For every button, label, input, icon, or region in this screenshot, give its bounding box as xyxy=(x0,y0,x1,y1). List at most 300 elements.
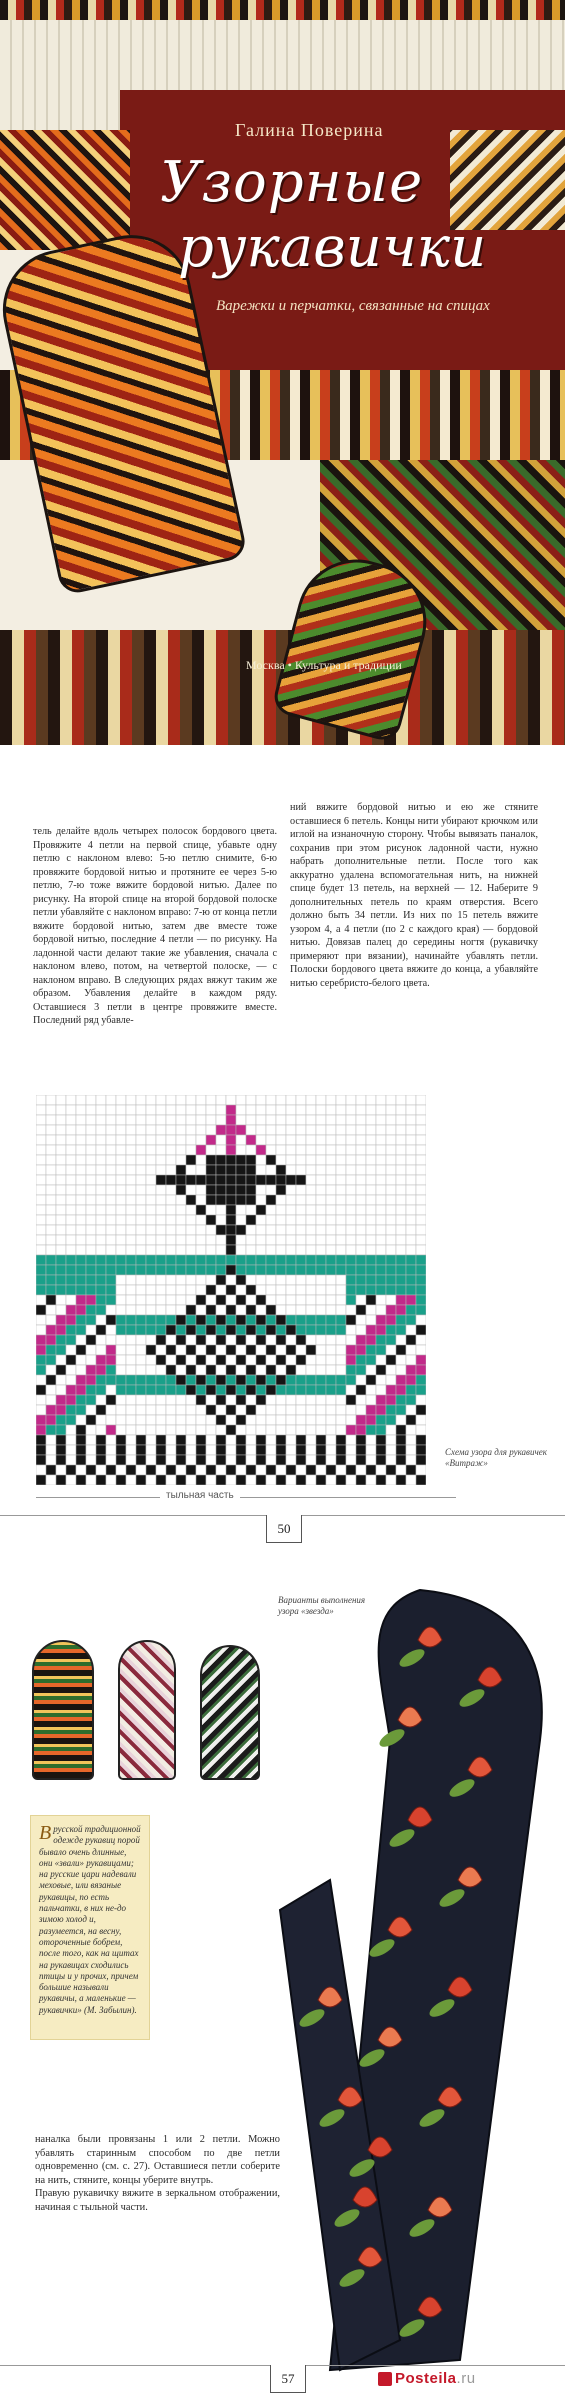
scheme-cell xyxy=(36,1365,46,1375)
scheme-cell xyxy=(146,1125,156,1135)
scheme-cell xyxy=(356,1145,366,1155)
scheme-cell xyxy=(266,1275,276,1285)
scheme-cell xyxy=(256,1135,266,1145)
scheme-cell xyxy=(46,1315,56,1325)
scheme-cell xyxy=(66,1335,76,1345)
scheme-cell xyxy=(206,1125,216,1135)
scheme-cell xyxy=(346,1475,356,1485)
scheme-cell xyxy=(256,1365,266,1375)
scheme-cell xyxy=(146,1215,156,1225)
scheme-cell xyxy=(266,1285,276,1295)
scheme-cell xyxy=(76,1135,86,1145)
scheme-cell xyxy=(136,1095,146,1105)
scheme-cell xyxy=(286,1285,296,1295)
scheme-cell xyxy=(336,1365,346,1375)
scheme-cell xyxy=(116,1425,126,1435)
scheme-cell xyxy=(296,1315,306,1325)
scheme-cell xyxy=(266,1185,276,1195)
scheme-cell xyxy=(346,1175,356,1185)
scheme-cell xyxy=(396,1435,406,1445)
scheme-cell xyxy=(76,1165,86,1175)
scheme-cell xyxy=(276,1145,286,1155)
scheme-cell xyxy=(246,1315,256,1325)
scheme-cell xyxy=(316,1455,326,1465)
scheme-cell xyxy=(96,1395,106,1405)
scheme-cell xyxy=(116,1305,126,1315)
scheme-cell xyxy=(86,1205,96,1215)
scheme-cell xyxy=(276,1225,286,1235)
scheme-cell xyxy=(346,1185,356,1195)
scheme-cell xyxy=(136,1375,146,1385)
scheme-cell xyxy=(156,1435,166,1445)
scheme-cell xyxy=(346,1115,356,1125)
scheme-cell xyxy=(76,1185,86,1195)
scheme-cell xyxy=(156,1265,166,1275)
scheme-cell xyxy=(236,1125,246,1135)
scheme-cell xyxy=(306,1145,316,1155)
scheme-cell xyxy=(106,1475,116,1485)
scheme-cell xyxy=(156,1225,166,1235)
scheme-cell xyxy=(316,1435,326,1445)
scheme-cell xyxy=(206,1465,216,1475)
scheme-cell xyxy=(56,1475,66,1485)
scheme-cell xyxy=(416,1155,426,1165)
watermark[interactable] xyxy=(395,2370,476,2387)
scheme-cell xyxy=(256,1295,266,1305)
scheme-cell xyxy=(66,1345,76,1355)
scheme-cell xyxy=(286,1355,296,1365)
scheme-cell xyxy=(106,1405,116,1415)
scheme-cell xyxy=(166,1435,176,1445)
mitten-variant-3-image xyxy=(200,1645,260,1780)
scheme-cell xyxy=(246,1455,256,1465)
scheme-cell xyxy=(266,1475,276,1485)
scheme-cell xyxy=(96,1285,106,1295)
scheme-cell xyxy=(266,1435,276,1445)
scheme-cell xyxy=(306,1235,316,1245)
scheme-cell xyxy=(396,1295,406,1305)
scheme-cell xyxy=(136,1405,146,1415)
scheme-cell xyxy=(416,1165,426,1175)
scheme-cell xyxy=(356,1135,366,1145)
scheme-cell xyxy=(186,1295,196,1305)
scheme-cell xyxy=(56,1115,66,1125)
scheme-cell xyxy=(336,1165,346,1175)
scheme-cell xyxy=(266,1305,276,1315)
scheme-cell xyxy=(96,1405,106,1415)
scheme-cell xyxy=(276,1305,286,1315)
scheme-cell xyxy=(216,1255,226,1265)
scheme-cell xyxy=(96,1445,106,1455)
scheme-cell xyxy=(226,1115,236,1125)
scheme-cell xyxy=(126,1345,136,1355)
scheme-cell xyxy=(316,1335,326,1345)
scheme-cell xyxy=(366,1425,376,1435)
scheme-cell xyxy=(156,1165,166,1175)
scheme-cell xyxy=(46,1135,56,1145)
scheme-cell xyxy=(226,1415,236,1425)
scheme-cell xyxy=(326,1435,336,1445)
scheme-cell xyxy=(386,1265,396,1275)
scheme-cell xyxy=(416,1245,426,1255)
scheme-cell xyxy=(66,1265,76,1275)
scheme-cell xyxy=(126,1415,136,1425)
scheme-cell xyxy=(216,1135,226,1145)
scheme-cell xyxy=(376,1355,386,1365)
scheme-cell xyxy=(366,1305,376,1315)
scheme-cell xyxy=(206,1445,216,1455)
scheme-cell xyxy=(146,1465,156,1475)
scheme-cell xyxy=(166,1115,176,1125)
scheme-cell xyxy=(166,1135,176,1145)
scheme-cell xyxy=(366,1315,376,1325)
scheme-cell xyxy=(226,1235,236,1245)
scheme-cell xyxy=(116,1105,126,1115)
scheme-cell xyxy=(96,1125,106,1135)
scheme-cell xyxy=(106,1205,116,1215)
scheme-cell xyxy=(146,1145,156,1155)
scheme-cell xyxy=(386,1175,396,1185)
scheme-cell xyxy=(326,1095,336,1105)
scheme-cell xyxy=(406,1135,416,1145)
scheme-cell xyxy=(96,1225,106,1235)
scheme-cell xyxy=(46,1385,56,1395)
scheme-cell xyxy=(246,1425,256,1435)
scheme-cell xyxy=(46,1275,56,1285)
scheme-cell xyxy=(416,1285,426,1295)
scheme-cell xyxy=(186,1255,196,1265)
scheme-cell xyxy=(136,1225,146,1235)
scheme-cell xyxy=(286,1405,296,1415)
tulip-scarf-image xyxy=(270,1580,560,2380)
scheme-cell xyxy=(266,1165,276,1175)
scheme-cell xyxy=(276,1165,286,1175)
scheme-cell xyxy=(356,1245,366,1255)
scheme-cell xyxy=(86,1375,96,1385)
scheme-cell xyxy=(126,1455,136,1465)
scheme-cell xyxy=(346,1395,356,1405)
scheme-cell xyxy=(236,1135,246,1145)
scheme-cell xyxy=(376,1255,386,1265)
scheme-cell xyxy=(216,1205,226,1215)
scheme-cell xyxy=(186,1285,196,1295)
scheme-cell xyxy=(206,1205,216,1215)
cover-knit-strip-top xyxy=(0,0,565,20)
scheme-cell xyxy=(416,1275,426,1285)
scheme-cell xyxy=(296,1385,306,1395)
scheme-cell xyxy=(336,1225,346,1235)
scheme-cell xyxy=(366,1105,376,1115)
scheme-cell xyxy=(236,1275,246,1285)
scheme-cell xyxy=(186,1275,196,1285)
scheme-cell xyxy=(296,1105,306,1115)
scheme-cell xyxy=(256,1465,266,1475)
scheme-cell xyxy=(206,1425,216,1435)
scheme-cell xyxy=(256,1455,266,1465)
scheme-cell xyxy=(76,1235,86,1245)
scheme-cell xyxy=(56,1375,66,1385)
scheme-cell xyxy=(316,1235,326,1245)
scheme-cell xyxy=(416,1215,426,1225)
scheme-cell xyxy=(326,1465,336,1475)
scheme-cell xyxy=(316,1405,326,1415)
scheme-cell xyxy=(216,1385,226,1395)
scheme-cell xyxy=(396,1195,406,1205)
scheme-cell xyxy=(296,1235,306,1245)
scheme-cell xyxy=(236,1395,246,1405)
scheme-cell xyxy=(266,1265,276,1275)
scheme-cell xyxy=(356,1415,366,1425)
scheme-cell xyxy=(106,1095,116,1105)
scheme-cell xyxy=(326,1165,336,1175)
scheme-cell xyxy=(166,1145,176,1155)
scheme-cell xyxy=(306,1305,316,1315)
scheme-cell xyxy=(186,1465,196,1475)
scheme-cell xyxy=(246,1395,256,1405)
scheme-cell xyxy=(206,1095,216,1105)
scheme-cell xyxy=(126,1175,136,1185)
scheme-cell xyxy=(96,1335,106,1345)
scheme-cell xyxy=(396,1245,406,1255)
history-sidebar-note xyxy=(30,1815,150,2040)
scheme-cell xyxy=(76,1345,86,1355)
scheme-cell xyxy=(46,1165,56,1175)
scheme-cell xyxy=(126,1105,136,1115)
scheme-cell xyxy=(266,1345,276,1355)
scheme-cell xyxy=(346,1215,356,1225)
scheme-cell xyxy=(86,1435,96,1445)
scheme-cell xyxy=(176,1325,186,1335)
scheme-cell xyxy=(396,1445,406,1455)
scheme-cell xyxy=(286,1375,296,1385)
scheme-cell xyxy=(76,1205,86,1215)
scheme-cell xyxy=(416,1425,426,1435)
scheme-cell xyxy=(146,1435,156,1445)
scheme-cell xyxy=(186,1095,196,1105)
scheme-cell xyxy=(96,1425,106,1435)
watermark-logo-icon xyxy=(378,2372,392,2386)
scheme-cell xyxy=(256,1215,266,1225)
scheme-cell xyxy=(196,1445,206,1455)
scheme-cell xyxy=(396,1255,406,1265)
scheme-cell xyxy=(366,1275,376,1285)
scheme-cell xyxy=(46,1245,56,1255)
scheme-cell xyxy=(86,1455,96,1465)
scheme-cell xyxy=(106,1375,116,1385)
scheme-cell xyxy=(226,1185,236,1195)
scheme-cell xyxy=(376,1295,386,1305)
page-number-57: 57 xyxy=(270,2365,306,2393)
scheme-cell xyxy=(126,1325,136,1335)
scheme-cell xyxy=(116,1225,126,1235)
scheme-cell xyxy=(226,1375,236,1385)
scheme-cell xyxy=(416,1475,426,1485)
scheme-cell xyxy=(106,1385,116,1395)
scheme-cell xyxy=(406,1215,416,1225)
scheme-cell xyxy=(276,1115,286,1125)
page-number-50: 50 xyxy=(266,1515,302,1543)
scheme-cell xyxy=(186,1115,196,1125)
scheme-cell xyxy=(336,1255,346,1265)
scheme-cell xyxy=(346,1095,356,1105)
scheme-cell xyxy=(46,1305,56,1315)
scheme-cell xyxy=(406,1235,416,1245)
scheme-cell xyxy=(206,1475,216,1485)
scheme-cell xyxy=(206,1365,216,1375)
scheme-cell xyxy=(396,1125,406,1135)
scheme-cell xyxy=(286,1205,296,1215)
scheme-cell xyxy=(126,1165,136,1175)
scheme-cell xyxy=(306,1405,316,1415)
scheme-cell xyxy=(156,1365,166,1375)
scheme-cell xyxy=(416,1465,426,1475)
scheme-cell xyxy=(236,1295,246,1305)
scheme-cell xyxy=(236,1255,246,1265)
scheme-cell xyxy=(396,1165,406,1175)
scheme-cell xyxy=(236,1205,246,1215)
scheme-cell xyxy=(126,1245,136,1255)
scheme-cell xyxy=(376,1455,386,1465)
scheme-cell xyxy=(226,1195,236,1205)
scheme-cell xyxy=(206,1345,216,1355)
scheme-cell xyxy=(196,1335,206,1345)
scheme-cell xyxy=(236,1225,246,1235)
scheme-cell xyxy=(406,1225,416,1235)
scheme-cell xyxy=(126,1145,136,1155)
scheme-cell xyxy=(246,1465,256,1475)
scheme-cell xyxy=(296,1285,306,1295)
scheme-cell xyxy=(166,1245,176,1255)
scheme-cell xyxy=(196,1455,206,1465)
scheme-cell xyxy=(136,1255,146,1265)
scheme-cell xyxy=(196,1395,206,1405)
scheme-cell xyxy=(366,1375,376,1385)
scheme-cell xyxy=(176,1415,186,1425)
scheme-cell xyxy=(246,1435,256,1445)
scheme-cell xyxy=(96,1195,106,1205)
scheme-cell xyxy=(36,1175,46,1185)
scheme-cell xyxy=(266,1115,276,1125)
scheme-cell xyxy=(236,1095,246,1105)
scheme-cell xyxy=(256,1145,266,1155)
scheme-cell xyxy=(86,1445,96,1455)
scheme-cell xyxy=(36,1435,46,1445)
scheme-cell xyxy=(166,1315,176,1325)
scheme-cell xyxy=(306,1375,316,1385)
scheme-cell xyxy=(176,1355,186,1365)
scheme-cell xyxy=(296,1365,306,1375)
scheme-cell xyxy=(116,1395,126,1405)
scheme-cell xyxy=(166,1385,176,1395)
scheme-cell xyxy=(176,1265,186,1275)
scheme-cell xyxy=(416,1305,426,1315)
scheme-cell xyxy=(106,1425,116,1435)
scheme-cell xyxy=(356,1185,366,1195)
scheme-cell xyxy=(266,1195,276,1205)
scheme-cell xyxy=(296,1195,306,1205)
scheme-cell xyxy=(116,1315,126,1325)
scheme-cell xyxy=(196,1145,206,1155)
scheme-cell xyxy=(166,1325,176,1335)
scheme-cell xyxy=(296,1135,306,1145)
scheme-cell xyxy=(176,1445,186,1455)
scheme-cell xyxy=(146,1185,156,1195)
scheme-cell xyxy=(186,1345,196,1355)
scheme-cell xyxy=(316,1145,326,1155)
scheme-cell xyxy=(116,1445,126,1455)
scheme-cell xyxy=(186,1225,196,1235)
scheme-cell xyxy=(356,1355,366,1365)
scheme-cell xyxy=(166,1265,176,1275)
scheme-cell xyxy=(66,1175,76,1185)
scheme-cell xyxy=(146,1265,156,1275)
scheme-cell xyxy=(356,1125,366,1135)
scheme-cell xyxy=(386,1125,396,1135)
scheme-cell xyxy=(146,1225,156,1235)
scheme-cell xyxy=(386,1235,396,1245)
scheme-cell xyxy=(296,1165,306,1175)
scheme-cell xyxy=(136,1345,146,1355)
scheme-cell xyxy=(286,1425,296,1435)
scheme-cell xyxy=(66,1145,76,1155)
scheme-cell xyxy=(336,1355,346,1365)
scheme-cell xyxy=(386,1415,396,1425)
scheme-cell xyxy=(266,1145,276,1155)
scheme-cell xyxy=(416,1295,426,1305)
scheme-cell xyxy=(226,1145,236,1155)
scheme-cell xyxy=(386,1255,396,1265)
scheme-cell xyxy=(416,1195,426,1205)
scheme-cell xyxy=(356,1405,366,1415)
scheme-cell xyxy=(116,1155,126,1165)
scheme-cell xyxy=(216,1475,226,1485)
scheme-cell xyxy=(326,1175,336,1185)
scheme-cell xyxy=(306,1185,316,1195)
scheme-cell xyxy=(276,1255,286,1265)
scheme-cell xyxy=(256,1255,266,1265)
scheme-cell xyxy=(136,1455,146,1465)
scheme-cell xyxy=(226,1355,236,1365)
scheme-cell xyxy=(186,1175,196,1185)
scheme-cell xyxy=(306,1465,316,1475)
scheme-cell xyxy=(186,1155,196,1165)
scheme-cell xyxy=(246,1335,256,1345)
scheme-cell xyxy=(56,1275,66,1285)
scheme-cell xyxy=(56,1355,66,1365)
scheme-cell xyxy=(406,1445,416,1455)
scheme-cell xyxy=(336,1465,346,1475)
scheme-cell xyxy=(36,1225,46,1235)
scheme-cell xyxy=(266,1215,276,1225)
scheme-cell xyxy=(196,1165,206,1175)
scheme-cell xyxy=(316,1225,326,1235)
scheme-cell xyxy=(406,1365,416,1375)
scheme-cell xyxy=(226,1255,236,1265)
scheme-cell xyxy=(46,1155,56,1165)
scheme-cell xyxy=(226,1395,236,1405)
scheme-cell xyxy=(56,1165,66,1175)
scheme-cell xyxy=(226,1175,236,1185)
scheme-cell xyxy=(46,1265,56,1275)
scheme-cell xyxy=(306,1315,316,1325)
scheme-cell xyxy=(236,1165,246,1175)
scheme-cell xyxy=(306,1345,316,1355)
scheme-cell xyxy=(346,1105,356,1115)
scheme-cell xyxy=(196,1345,206,1355)
scheme-cell xyxy=(36,1385,46,1395)
scheme-cell xyxy=(36,1135,46,1145)
scheme-cell xyxy=(106,1275,116,1285)
